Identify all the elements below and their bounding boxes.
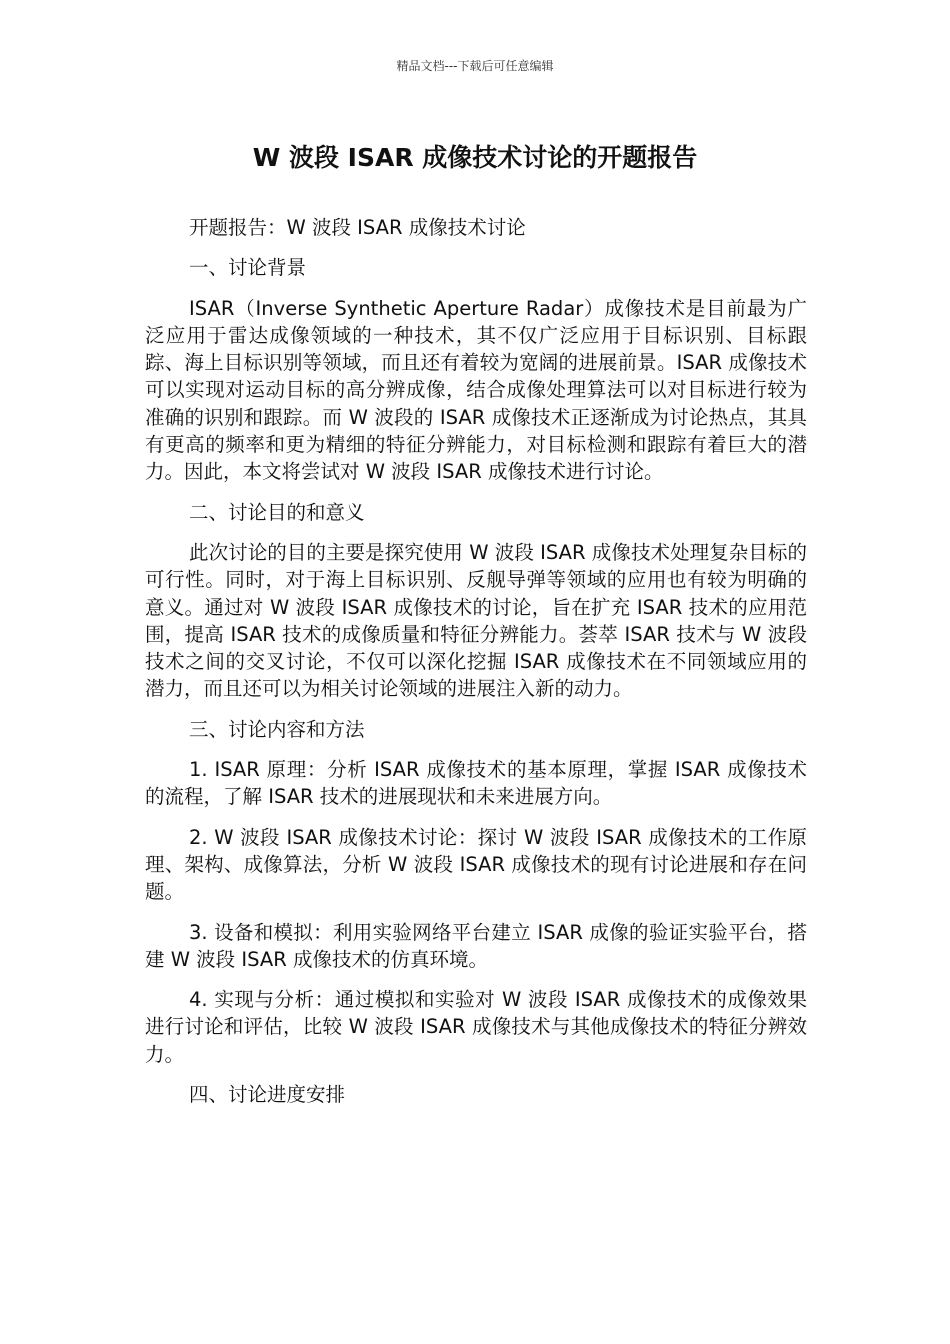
section-heading-purpose: 二、讨论目的和意义 — [189, 500, 365, 524]
section-heading-schedule: 四、讨论进度安排 — [189, 1083, 346, 1107]
list-item-implementation-analysis: 4. 实现与分析：通过模拟和实验对 W 波段 ISAR 成像技术的成像效果进行讨论和评估，比较 W 波段 ISAR 成像技术与其他成像技术的特征分辨效力。 — [145, 988, 807, 1066]
document-title: W 波段 ISAR 成像技术讨论的开题报告 — [252, 143, 698, 172]
list-item-w-band-research: 2. W 波段 ISAR 成像技术讨论：探讨 W 波段 ISAR 成像技术的工作原理、架构、成像算法，分析 W 波段 ISAR 成像技术的现有讨论进展和存在问题。 — [145, 825, 807, 904]
report-subject-line: 开题报告：W 波段 ISAR 成像技术讨论 — [189, 216, 526, 239]
section-heading-background: 一、讨论背景 — [189, 256, 307, 280]
document-body — [145, 214, 807, 1121]
paragraph-background: ISAR（Inverse Synthetic Aperture Radar）成像技术是目前最为广泛应用于雷达成像领域的一种技术，其不仅广泛应用于目标识别、目标跟踪、海上目标识别等领域，而且还有着较为宽阔的进展前景。ISAR 成像技术可以实现对运动目标的高分辨成像，结合成像处理算法可以对目标进行较为准确的识别和跟踪。而 W 波段的 ISAR 成像技术正逐渐成为讨论热点，其具有更高的频率和更为精细的特征分辨能力，对目标检测和跟踪有着巨大的潜力。因此，本文将尝试对 W 波段 ISAR 成像技术进行讨论。 — [145, 296, 807, 484]
paragraph-purpose: 此次讨论的目的主要是探究使用 W 波段 ISAR 成像技术处理复杂目标的可行性。同时，对于海上目标识别、反舰导弹等领域的应用也有较为明确的意义。通过对 W 波段 ISAR 成像技术的讨论，旨在扩充 ISAR 技术的应用范围，提高 ISAR 技术的成像质量和特征分辨能力。荟萃 ISAR 技术与 W 波段技术之间的交叉讨论，不仅可以深化挖掘 ISAR 成像技术在不同领域应用的潜力，而且还可以为相关讨论领域的进展注入新的动力。 — [145, 540, 807, 701]
list-item-equipment-simulation: 3. 设备和模拟：利用实验网络平台建立 ISAR 成像的验证实验平台，搭建 W 波段 ISAR 成像技术的仿真环境。 — [145, 920, 807, 971]
page-header-watermark: 精品文档---下载后可任意编辑 — [396, 59, 554, 73]
section-heading-content-methods: 三、讨论内容和方法 — [189, 717, 365, 741]
list-item-isar-principle: 1. ISAR 原理：分析 ISAR 成像技术的基本原理，掌握 ISAR 成像技术的流程，了解 ISAR 技术的进展现状和未来进展方向。 — [145, 758, 807, 809]
